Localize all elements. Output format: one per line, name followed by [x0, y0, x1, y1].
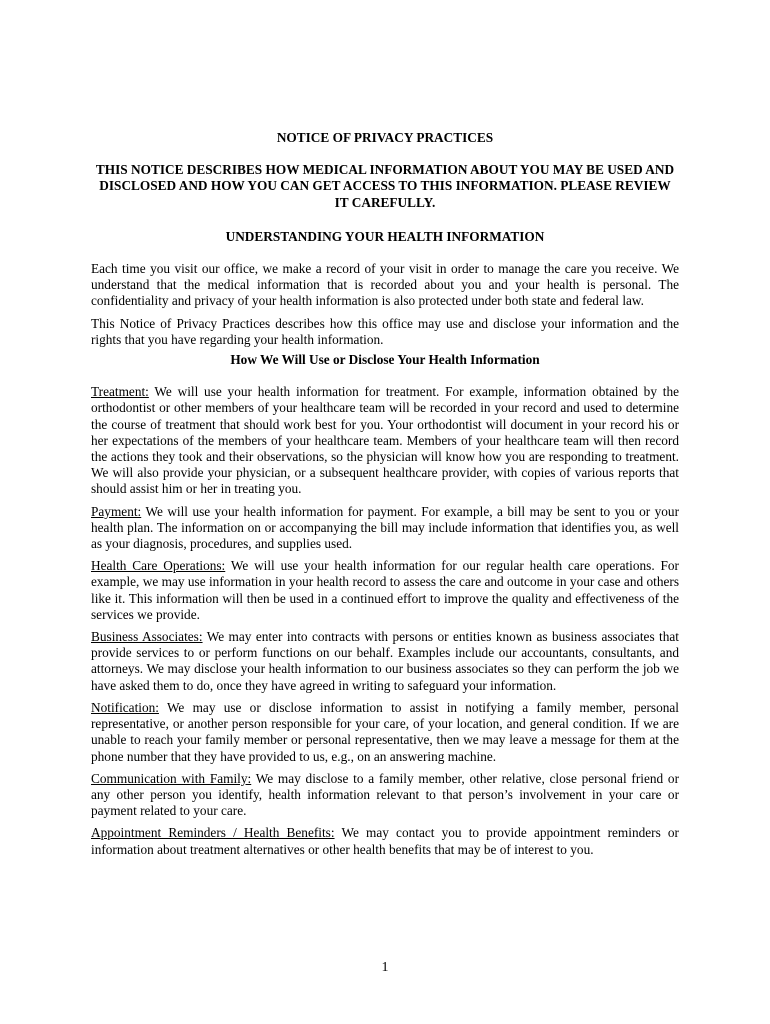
- paragraph-text: We may contact you to provide appointment reminders or information about treatment alternatives or other health benefits that may be of interest to you.: [91, 825, 679, 857]
- paragraph-communication-with-family: [91, 771, 679, 820]
- sub-heading: How We Will Use or Disclose Your Health Information: [230, 352, 540, 368]
- paragraph-text: We may disclose to a family member, other relative, close personal friend or any other person you identify, health information relevant to that person’s involvement in your care or payment related to your care.: [91, 770, 679, 819]
- notice-statement: THIS NOTICE DESCRIBES HOW MEDICAL INFORMATION ABOUT YOU MAY BE USED AND DISCLOSED AND HOW YOU CAN GET ACCESS TO THIS INFORMATION. PLEASE REVIEW IT CAREFULLY.: [95, 162, 675, 210]
- paragraph-lead: Appointment Reminders / Health Benefits:: [91, 825, 335, 841]
- paragraph-lead: Treatment:: [91, 384, 149, 400]
- paragraph-payment: [91, 504, 679, 553]
- paragraph-health-care-operations: [91, 558, 679, 623]
- intro-paragraph: Each time you visit our office, we make a record of your visit in order to manage the care you receive. We understand that the medical information that is recorded about you and your health is personal. The confidentiality and privacy of your health information is also protected under both state and federal law.: [91, 261, 679, 309]
- paragraph-appointment-reminders: [91, 825, 679, 857]
- paragraph-business-associates: [91, 629, 679, 694]
- section-heading: UNDERSTANDING YOUR HEALTH INFORMATION: [225, 228, 545, 244]
- document-title: NOTICE OF PRIVACY PRACTICES: [276, 130, 494, 145]
- paragraph-lead: Health Care Operations:: [91, 558, 226, 574]
- paragraph-treatment: [91, 384, 679, 497]
- paragraph-text: We will use your health information for treatment. For example, information obtained by the orthodontist or other members of your healthcare team will be recorded in your record and used to determine the course of treatment that should work best for you. Your orthodontist will document in your record his or her expectations of the members of your healthcare team. Members of your healthcare team will then record the actions they took and their observations, so the physician will know how you are responding to treatment. We will also provide your physician, or a subsequent healthcare provider, with copies of various reports that should assist him or her in treating you.: [91, 384, 679, 497]
- paragraph-text: We will use your health information for our regular health care operations. For example, we may use information in your health record to assess the care and outcome in your case and others like it. This information will then be used in a continued effort to improve the quality and effectiveness of the services we provide.: [91, 558, 679, 622]
- paragraph-notification: [91, 700, 679, 765]
- document-body: [91, 130, 679, 864]
- paragraph-text: We will use your health information for payment. For example, a bill may be sent to you or your health plan. The information on or accompanying the bill may include information that identifies you, as well as your diagnosis, procedures, and supplies used.: [91, 503, 679, 552]
- paragraph-lead: Notification:: [91, 699, 159, 715]
- paragraph-lead: Communication with Family:: [91, 770, 252, 786]
- paragraph-lead: Payment:: [91, 503, 142, 519]
- page-number: 1: [381, 960, 389, 975]
- intro-paragraph: This Notice of Privacy Practices describes how this office may use and disclose your information and the rights that you have regarding your health information.: [91, 315, 679, 347]
- paragraph-text: We may enter into contracts with persons or entities known as business associates that provide services to or perform functions on our behalf. Examples include our accountants, consultants, and attorneys. We may disclose your health information to our business associates so they can perform the job we have asked them to do, once they have agreed in writing to safeguard your information.: [91, 629, 679, 693]
- paragraph-text: We may use or disclose information to assist in notifying a family member, personal representative, or another person responsible for your care, of your location, and general condition. If we are unable to reach your family member or personal representative, then we may leave a message for them at the phone number that they have provided to us, e.g., on an answering machine.: [91, 699, 679, 764]
- paragraph-lead: Business Associates:: [91, 629, 203, 645]
